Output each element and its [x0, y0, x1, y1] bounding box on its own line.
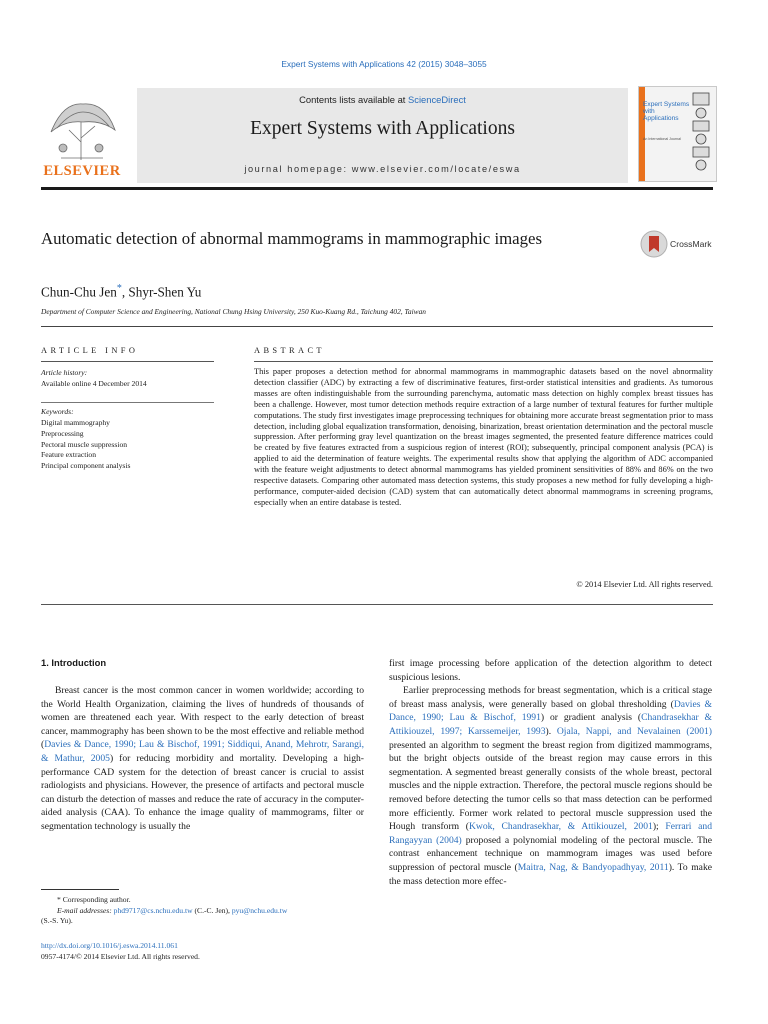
body-paragraph [389, 684, 712, 888]
keyword-item: Digital mammography [41, 418, 110, 427]
keyword-item: Pectoral muscle suppression [41, 439, 128, 449]
cover-title: Expert Systems with Applications [643, 101, 690, 122]
journal-citation-link[interactable]: Expert Systems with Applications 42 (2015) 3048–3055 [281, 59, 487, 69]
paper-title: Automatic detection of abnormal mammograms in mammographic images [41, 229, 542, 248]
email-label: E-mail addresses: [57, 905, 112, 915]
footnote-rule [41, 889, 119, 890]
title-rule [41, 326, 713, 327]
citation-link[interactable]: Davies & Dance, 1990; Lau & Bischof, 1991 [389, 698, 712, 724]
email-addresses [41, 906, 364, 917]
crossmark-label[interactable]: CrossMark [670, 239, 712, 249]
citation-link[interactable]: Chandrasekhar & Attikiouzel, 1997; Karssemeijer, 1993 [389, 712, 712, 737]
article-info-heading: ARTICLE INFO [41, 346, 139, 355]
email-link[interactable]: phd9717@cs.nchu.edu.tw [113, 905, 193, 915]
paragraph-text: Earlier preprocessing methods for breast segmentation, which is a critical stage of breast mass analysis, were generally based on global thresholding ( [389, 685, 712, 710]
abstract-rule [254, 361, 713, 362]
body-column-left [41, 684, 364, 834]
contents-availability [137, 94, 628, 105]
cover-subtitle: An International Journal [643, 137, 681, 141]
journal-title: Expert Systems with Applications [250, 118, 515, 139]
abstract-rule-bottom [41, 604, 713, 605]
footnotes [41, 895, 364, 927]
citation-link[interactable]: Maitra, Nag, & Bandyopadhyay, 2011 [517, 861, 669, 873]
paragraph-text: ). To make the mass detection more effec- [389, 861, 712, 887]
author-separator: , [121, 284, 129, 300]
sciencedirect-link[interactable]: ScienceDirect [408, 94, 466, 105]
citation-link[interactable]: Kwok, Chandrasekhar, & Attikiouzel, 2001 [468, 821, 653, 833]
article-info-divider [41, 402, 214, 403]
author-name: Shyr-Shen Yu [128, 284, 202, 300]
author-name: Chun-Chu Jen [41, 284, 117, 300]
journal-homepage[interactable]: journal homepage: www.elsevier.com/locate/eswa [244, 164, 521, 174]
paragraph-text: ) or gradient analysis ( [540, 712, 642, 724]
citation-link[interactable]: Davies & Dance, 1990; Lau & Bischof, 1991; Siddiqui, Anand, Mehrotr, Sarangi, & Mathur, 2005 [41, 739, 364, 764]
article-history-value: Available online 4 December 2014 [41, 379, 147, 388]
elsevier-wordmark: ELSEVIER [43, 163, 121, 179]
body-column-right [389, 657, 712, 888]
keywords-label: Keywords: [41, 407, 74, 416]
email-link[interactable]: pyu@nchu.edu.tw [231, 905, 288, 915]
author-affiliation: Department of Computer Science and Engineering, National Chung Hsing University, 250 Kuo-Kuang Rd., Taichung 402, Taiwan [41, 307, 426, 316]
journal-cover-thumbnail[interactable] [638, 86, 717, 182]
abstract-copyright: © 2014 Elsevier Ltd. All rights reserved. [576, 580, 713, 589]
keyword-item: Feature extraction [41, 450, 97, 460]
email-owner: (C.-C. Jen), [192, 905, 232, 915]
body-paragraph [41, 684, 364, 834]
paragraph-text: ); [652, 821, 666, 833]
paragraph-text: Breast cancer is the most common cancer in women worldwide; according to the World Health Organization, claiming the lives of hundreds of thousands of women are threatened each year. With respect to the early detection of breast cancer, mammography has been shown to be the most effective and reliable method ( [41, 685, 364, 751]
article-info-rule [41, 361, 214, 362]
author-list [41, 283, 201, 300]
abstract-heading: ABSTRACT [254, 346, 325, 355]
corresponding-author-marker[interactable]: * [116, 283, 122, 294]
citation-link[interactable]: Ojala, Nappi, and Nevalainen (2001) [556, 725, 713, 737]
section-heading-introduction: 1. Introduction [41, 657, 107, 668]
issn-copyright: 0957-4174/© 2014 Elsevier Ltd. All rights reserved. [41, 952, 200, 961]
paragraph-text: presented an algorithm to segment the breast region from digitized mammograms, but the bright objects outside of the breast region may cause errors in this segmentation. A segmented breast generally consists of the whole breast, pectoral muscles and the nipple extraction. Therefore, the pectoral muscle regions should be removed before detecting the tumor cells so that mass detection can be performed more efficiently. Former work related to pectoral muscle suppression used the Hough transform ( [389, 739, 712, 833]
contents-prefix: Contents lists available at [299, 94, 409, 105]
keyword-item: Preprocessing [41, 428, 84, 438]
email-owner-continued: (S.-S. Yu). [41, 916, 73, 926]
header-rule [41, 187, 713, 190]
article-history-label: Article history: [41, 368, 88, 377]
citation-link[interactable]: Ferrari and Rangayyan (2004) [389, 821, 712, 846]
crossmark-icon[interactable] [640, 230, 668, 258]
cover-graphic-icon [691, 91, 713, 177]
doi-link[interactable]: http://dx.doi.org/10.1016/j.eswa.2014.11.061 [41, 941, 178, 950]
body-paragraph: first image processing before application of the detection algorithm to detect suspicious lesions. [389, 658, 712, 683]
keyword-item: Principal component analysis [41, 461, 131, 471]
paragraph-text: ) for reducing morbidity and mortality. Developing a high-performance CAD system for the detection of breast cancer is crucial to assist radiologists and physicians. However, the presence of artifacts and pectoral muscle can disturb the detection of masses and reduce the rate of accuracy in the computer-aided analysis (CAA). To enhance the image quality of mammograms, filter or segmentation technology is usually the [41, 752, 364, 832]
paragraph-text: proposed a polynomial modeling of the pectoral muscle. The contrast enhancement technique on mammogram images was used before suppression of pectoral muscle ( [389, 834, 712, 873]
keywords-list [41, 418, 130, 472]
abstract-body: This paper proposes a detection method for abnormal mammograms in mammographic datasets based on the novel abnormality detection classifier (ADC) by extracting a few of discriminative features, first-order statistical intensities and gradients. As tumorous masses are often indistinguishable from the surrounding parenchyma, automatic mass detection on highly complex breast tissues has been a challenge. However, most tumor detection methods require extraction of a large number of textural features for further multiple computations. The study first investigates image preprocessing techniques for obtaining more accurate breast segmentation prior to mass detection, including global equalization transformation, denoising, binarization, breast orientation determination and the pectoral muscle suppression. After performing gray level quantization on the breast images segmented, the presented feature difference matrices could be created by five features extracted from a suspicious region of interest (ROI); subsequently, principal component analysis (PCA) is applied to aid the determination of feature weights. The experimental results show that applying the algorithm of ADC accompanied with the feature weight adjustments to detect abnormal mammograms has yielded prominent sensitivities of 88% and 86% on the two respective datasets. Comparing other automated mass detection systems, this study proposes a new method for fully developing a high-performance, computer-aided decision (CAD) system that can automatically detect abnormal mammograms in screening programs, especially when an entire database is tested. [254, 367, 713, 507]
corresponding-author-note: * Corresponding author. [57, 895, 131, 904]
paragraph-text: ). [545, 725, 557, 737]
